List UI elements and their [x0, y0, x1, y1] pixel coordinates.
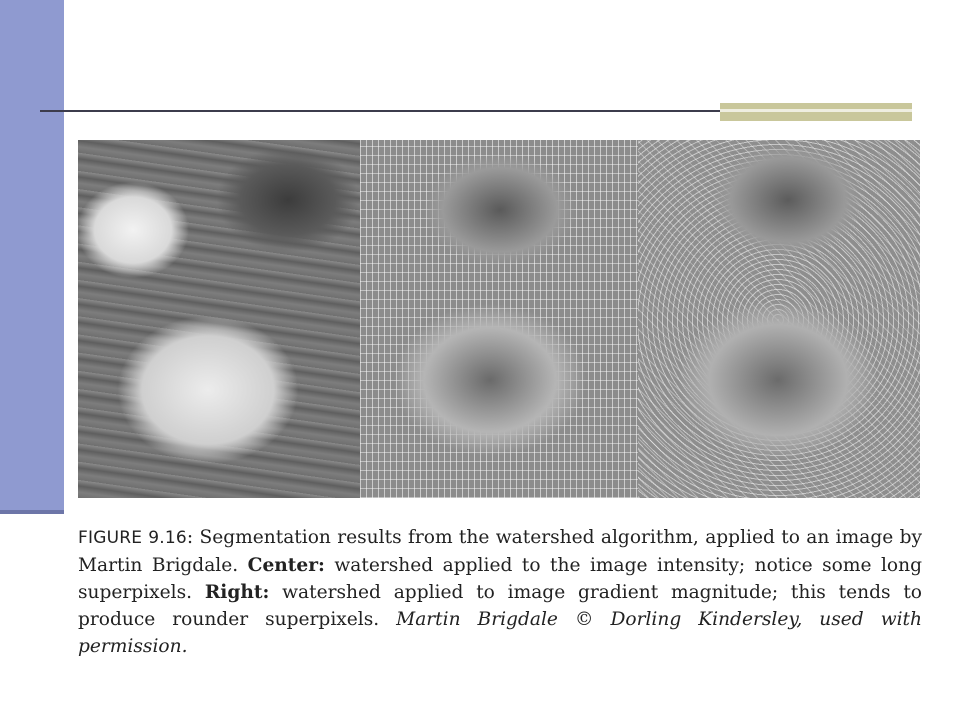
caption-text-2: watershed applied to the image intensity; notice some long superpixels.	[78, 555, 923, 603]
left-accent-bar	[0, 0, 64, 510]
caption-center-label: Center:	[247, 555, 325, 576]
left-accent-bar-edge	[0, 510, 64, 514]
panel-watershed-gradient	[638, 140, 920, 498]
accent-block	[720, 103, 912, 121]
accent-block-line	[720, 109, 912, 112]
caption-text-1: : Segmentation results from the watershed algorithm, applied to an image by Martin Brigdale.	[78, 527, 923, 576]
caption-right-label: Right:	[204, 582, 270, 603]
caption-text-3: watershed applied to image gradient magnitude; this tends to produce rounder superpixels.	[78, 582, 922, 630]
panel-watershed-intensity	[360, 140, 638, 498]
figure-caption	[78, 524, 922, 660]
figure-image	[78, 140, 920, 498]
caption-label: FIGURE 9.16	[78, 528, 187, 548]
caption-credit: Martin Brigdale © Dorling Kindersley, used with permission.	[78, 609, 923, 657]
panel-original-photo	[78, 140, 360, 498]
